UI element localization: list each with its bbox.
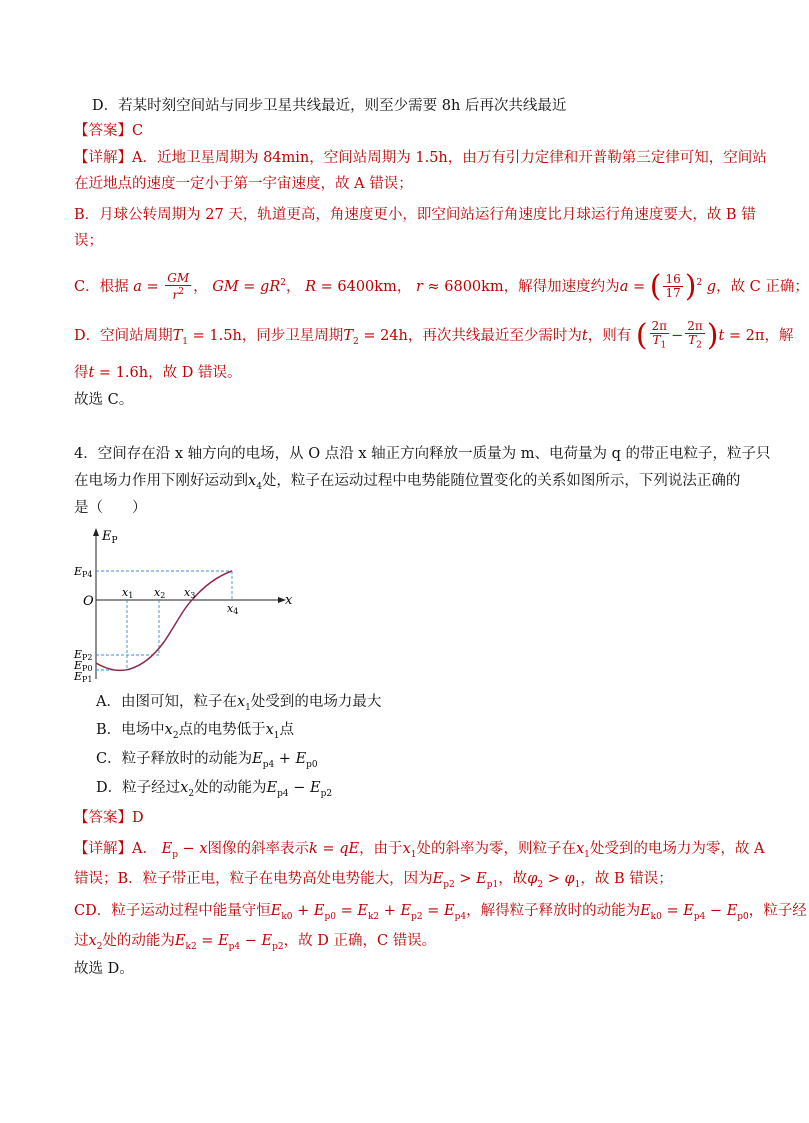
text: 图像的斜率表示 [207, 841, 310, 857]
y-axis-arrow [93, 528, 99, 536]
text: 处的动能为 [194, 780, 267, 796]
detail-text: A．近地卫星周期为 84min，空间站周期为 1.5h，由万有引力定律和开普勒第三定律可知，空间站 [132, 150, 767, 166]
text: 在电场力作用下刚好运动到 [74, 473, 248, 489]
text: ，解 [764, 328, 794, 345]
tick-ep4: EP4 [74, 565, 93, 579]
q4-conclusion: 故选 D。 [74, 961, 134, 977]
q4-option-b: B．电场中$x_2$点的电势低于$x_1$点 [96, 722, 294, 741]
detail-label: 【详解】 [74, 841, 132, 857]
text: 处受到的电场力最大 [250, 694, 382, 710]
q3-option-d: D．若某时刻空间站与同步卫星共线最近，则至少需要 8h 后再次共线最近 [92, 98, 567, 114]
text: 点 [279, 722, 294, 738]
answer-value: C [132, 123, 144, 139]
text: ，故 D 正确，C 错误。 [283, 933, 437, 949]
q4-option-d: D．粒子经过$x_2$处的动能为$E_{p4} - E_{p2}$ [96, 780, 333, 799]
text: 错误；B．粒子带正电，粒子在电势高处电势能大，因为 [74, 871, 433, 887]
tick-x4: x4 [227, 602, 239, 616]
tick-x3: x3 [184, 586, 196, 600]
text: ，故 D 错误。 [148, 365, 242, 381]
q3-detail-a-2: 在近地点的速度一定小于第一宇宙速度，故 A 错误； [74, 176, 413, 192]
q3-answer [74, 121, 143, 141]
q4-detail-3: CD．粒子运动过程中能量守恒$E_{k0} + E_{p0} = E_{k2} + E_{p2} = E_{p4}$，解得粒子释放时的动能为$E_{k0} = E_{p4} - E_{p0}$，粒子经 [74, 903, 807, 922]
q3-detail-d-2: 得t = 1.6h，故 D 错误。 [74, 365, 242, 381]
q4-detail-4: 过$x_2$处的动能为$E_{k2} = E_{p4} - E_{p2}$，故 D 正确，C 错误。 [74, 933, 437, 952]
x-axis-label: x [285, 593, 293, 608]
q4-detail-1: 【详解】A． $E_p - x$图像的斜率表示k = qE，由于$x_1$处的斜率为零，则粒子在$x_1$处受到的电场力为零，故 A [74, 841, 765, 860]
q4-option-c: C．粒子释放时的动能为$E_{p4} + E_{p0}$ [96, 751, 318, 770]
text: ，故 B 错误； [580, 871, 673, 887]
text: ，故 C 正确； [716, 278, 809, 295]
y-axis-label: $E_P$ [102, 529, 118, 546]
answer-label: 【答案】 [74, 810, 132, 826]
guides [96, 571, 232, 670]
text: 处，粒子在运动过程中电势能随位置变化的关系如图所示，下列说法正确的 [261, 473, 741, 489]
text: C．根据 [74, 278, 129, 295]
q4-option-a: A．由图可知，粒子在$x_1$处受到的电场力最大 [96, 694, 382, 713]
ep-x-graph [72, 524, 302, 684]
text: D．粒子经过 [96, 780, 181, 796]
tick-ep0: EP0 [74, 659, 93, 673]
text: ，再次共线最近至少需时为 [407, 328, 582, 345]
tick-ep1: EP1 [74, 670, 93, 684]
text: ，粒子经 [748, 903, 807, 919]
text: 处的斜率为零，则粒子在 [416, 841, 576, 857]
tick-ep2: EP2 [74, 648, 93, 662]
q4-stem-1: 4．空间存在沿 x 轴方向的电场，从 O 点沿 x 轴正方向释放一质量为 m、电荷量为 q 的带正电粒子，粒子只 [74, 446, 771, 462]
q3-detail-a-1 [74, 148, 767, 168]
q3-detail-c: C．根据 a = $\frac{GM}{r^2}$ ， GM = $gR^2$， R = 6400km， r ≈ 6800km，解得加速度约为a = ( $\frac{16}{17}$ )$^2$ g，故 C 正确； [74, 268, 809, 304]
origin-label: O [83, 594, 94, 609]
tick-x2: x2 [154, 586, 166, 600]
text: ，同步卫星周期 [241, 328, 344, 345]
answer-label: 【答案】 [74, 123, 132, 139]
text: A． [132, 841, 157, 857]
tick-x1: x1 [122, 586, 134, 600]
text: B．电场中 [96, 722, 165, 738]
text: ，则有 [587, 328, 632, 345]
text: 处受到的电场力为零，故 A [589, 841, 765, 857]
text: 过 [74, 933, 89, 949]
answer-value: D [132, 810, 144, 826]
text: C．粒子释放时的动能为 [96, 751, 253, 767]
q4-detail-2: 错误；B．粒子带正电，粒子在电势高处电势能大，因为$E_{p2} > E_{p1}$，故$\varphi_2 > \varphi_1$，故 B 错误； [74, 871, 673, 890]
q3-detail-b-2: 误； [74, 233, 103, 249]
text: ，解得加速度约为 [503, 278, 620, 295]
text: 得 [74, 365, 89, 381]
text: ，故 [498, 871, 528, 887]
text: 处的动能为 [102, 933, 175, 949]
q3-conclusion: 故选 C。 [74, 392, 134, 408]
text: A．由图可知，粒子在 [96, 694, 237, 710]
q4-answer [74, 808, 144, 828]
q3-detail-b-1: B．月球公转周期为 27 天，轨道更高，角速度更小，即空间站运行角速度比月球运行角速度要大，故 B 错 [74, 207, 756, 223]
q4-stem-2: 在电场力作用下刚好运动到$x_4$处，粒子在运动过程中电势能随位置变化的关系如图所示，下列说法正确的 [74, 473, 741, 492]
text: ，解得粒子释放时的动能为 [466, 903, 641, 919]
text: 点的电势低于 [178, 722, 266, 738]
q4-stem-3: 是（ ） [74, 500, 147, 516]
detail-label: 【详解】 [74, 150, 132, 166]
q3-detail-d-1: D．空间站周期$T_1 = 1.5h$，同步卫星周期$T_2 = 24h$，再次共线最近至少需时为t，则有 ( $\frac{2\pi}{T_1}$ − $\frac{2\pi}{T_2}$ )t = 2π，解 [74, 318, 794, 354]
text: D．空间站周期 [74, 328, 173, 345]
text: ，由于 [359, 841, 403, 857]
text: CD．粒子运动过程中能量守恒 [74, 903, 271, 919]
